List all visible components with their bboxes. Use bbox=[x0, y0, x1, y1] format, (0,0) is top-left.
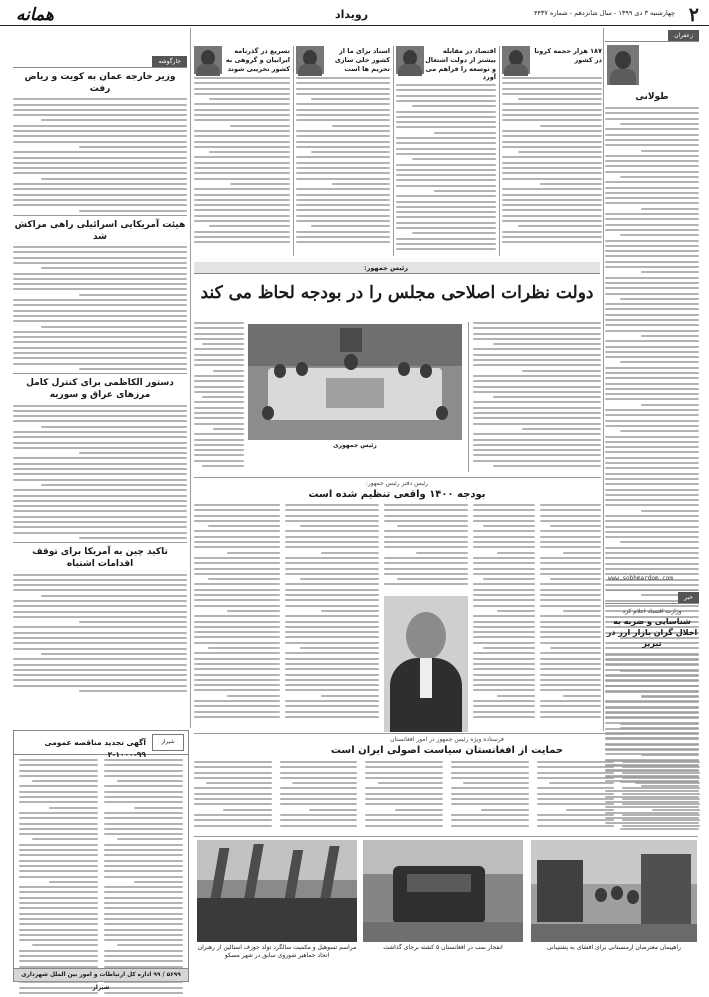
news-headline: شناسایی و ضربه به اخلال گران بازار ارز در تبریز bbox=[606, 617, 698, 648]
news-header bbox=[605, 592, 699, 604]
photo-caption: مراسم تسوهیل و مکمیت سالگرد تولد جوزف استالین از رهبران اتحاد جماهیر شوروی سابق در شهر مسکو bbox=[197, 944, 357, 960]
news-kicker: وزارت اقتصاد اعلام کرد bbox=[622, 608, 682, 615]
left-story-headline: دستور الکاظمی برای کنترل کامل مرزهای عراق و سوریه bbox=[26, 378, 174, 401]
photo-caption: رئیس جمهوری bbox=[333, 442, 377, 449]
third-story-headline: حمایت از افغانستان سیاست اصولی ایران است bbox=[330, 745, 564, 756]
page-number: ۲ bbox=[688, 4, 699, 26]
story-photo bbox=[396, 46, 424, 74]
official-portrait-photo bbox=[384, 596, 468, 732]
ad-header bbox=[14, 731, 188, 759]
right-column-news bbox=[605, 592, 699, 736]
second-story-kicker: رئیس دفتر رئیس جمهور: bbox=[365, 480, 429, 487]
ad-body bbox=[14, 755, 188, 997]
news-tag: خبر bbox=[678, 592, 699, 603]
story-headline: اسناد برای ما از کشور خلی سازی تحریم ها است bbox=[334, 47, 390, 73]
third-story-kicker: فرستاده ویژه رئیس جمهور در امور افغانستان bbox=[390, 736, 504, 743]
section-name: رویداد bbox=[335, 8, 369, 21]
second-story-body bbox=[285, 504, 379, 730]
second-story-body bbox=[473, 504, 535, 730]
left-story-headline: هیئت آمریکایی اسرائیلی راهی مراکش شد bbox=[14, 219, 186, 242]
lead-story-body bbox=[194, 322, 244, 472]
right-column-title: طولانی bbox=[635, 92, 669, 102]
website-url: www.sobhmardom.com bbox=[608, 575, 674, 582]
second-story-body bbox=[540, 504, 601, 730]
photo-caption: انفجار بمب در افغانستان ۵ کشته برجای گذاشت bbox=[383, 944, 503, 951]
lead-story-kicker-bar bbox=[194, 262, 600, 274]
top-story bbox=[396, 46, 496, 256]
ad-footer: ۵۶۹۹ / ۹۹ اداره کل ارتباطات و امور بین الملل شهرداری شیراز bbox=[14, 968, 188, 981]
bombing-photo bbox=[363, 840, 523, 942]
story-body bbox=[502, 77, 602, 243]
top-story bbox=[296, 46, 390, 256]
protest-photo bbox=[531, 840, 697, 942]
municipality-logo: شیراز bbox=[152, 734, 184, 751]
ad-title: آگهی تجدید مناقصه عمومی ۹۹-۱۰۰۰-۲ bbox=[44, 738, 146, 759]
tender-advertisement bbox=[13, 730, 189, 991]
story-body bbox=[194, 77, 290, 243]
masthead bbox=[0, 0, 709, 26]
second-story-body bbox=[384, 504, 468, 594]
column-divider bbox=[190, 28, 191, 728]
author-photo bbox=[607, 45, 639, 85]
left-story-headline: وزیر خارجه عمان به کویت و ریاض رفت bbox=[24, 72, 176, 95]
issue-info: چهارشنبه ۳ دی ۱۳۹۹ - سال شانزدهم - شماره ۴۴۳۷ bbox=[533, 9, 675, 17]
lead-story-body bbox=[473, 322, 601, 472]
left-story-body bbox=[13, 246, 187, 370]
left-story-body bbox=[13, 574, 187, 693]
right-column-tag: زعفران bbox=[668, 30, 699, 41]
story-body bbox=[296, 77, 390, 243]
top-story bbox=[194, 46, 290, 256]
right-column-story bbox=[605, 30, 699, 600]
third-story-body bbox=[194, 761, 700, 833]
top-story bbox=[502, 46, 602, 256]
left-column-header bbox=[13, 56, 187, 68]
story-photo bbox=[194, 46, 222, 74]
ceremony-photo bbox=[197, 840, 357, 942]
story-headline: اقتصاد در مقابله بیشتر از دولت اشتغال و توسعه را فراهم می آورد bbox=[425, 47, 496, 82]
section-divider bbox=[606, 590, 698, 591]
left-story-body bbox=[13, 405, 187, 539]
story-photo bbox=[296, 46, 324, 74]
second-story-headline: بودجه ۱۴۰۰ واقعی تنظیم شده است bbox=[308, 489, 486, 500]
story-headline: تسریع در گذرنامه ایرانیان و گروهی به کشور تخریبی شوند bbox=[225, 47, 290, 73]
lead-story-headline: دولت نظرات اصلاحی مجلس را در بودجه لحاظ می کند bbox=[200, 283, 594, 303]
column-divider bbox=[603, 28, 604, 731]
left-story-body bbox=[13, 98, 187, 211]
photo-caption: راهپیمان معترضان ارمنستانی برای افشای به پشتیبانی bbox=[547, 944, 681, 951]
left-column bbox=[13, 56, 187, 724]
story-photo bbox=[502, 46, 530, 74]
left-column-tag: جارگوشه bbox=[152, 56, 187, 67]
lead-story-kicker: رئیس جمهور: bbox=[364, 264, 409, 272]
second-story-body bbox=[194, 504, 280, 730]
left-story-headline: تاکید چین به آمریکا برای توقف اقدامات اشتباه bbox=[32, 547, 168, 570]
story-body bbox=[396, 84, 496, 250]
right-column-header bbox=[605, 30, 699, 42]
story-headline: ۱۸۷ هزار حجمه کرونا در کشور bbox=[534, 47, 602, 64]
newspaper-logo: همانه bbox=[16, 5, 54, 25]
cabinet-meeting-photo bbox=[248, 324, 462, 440]
